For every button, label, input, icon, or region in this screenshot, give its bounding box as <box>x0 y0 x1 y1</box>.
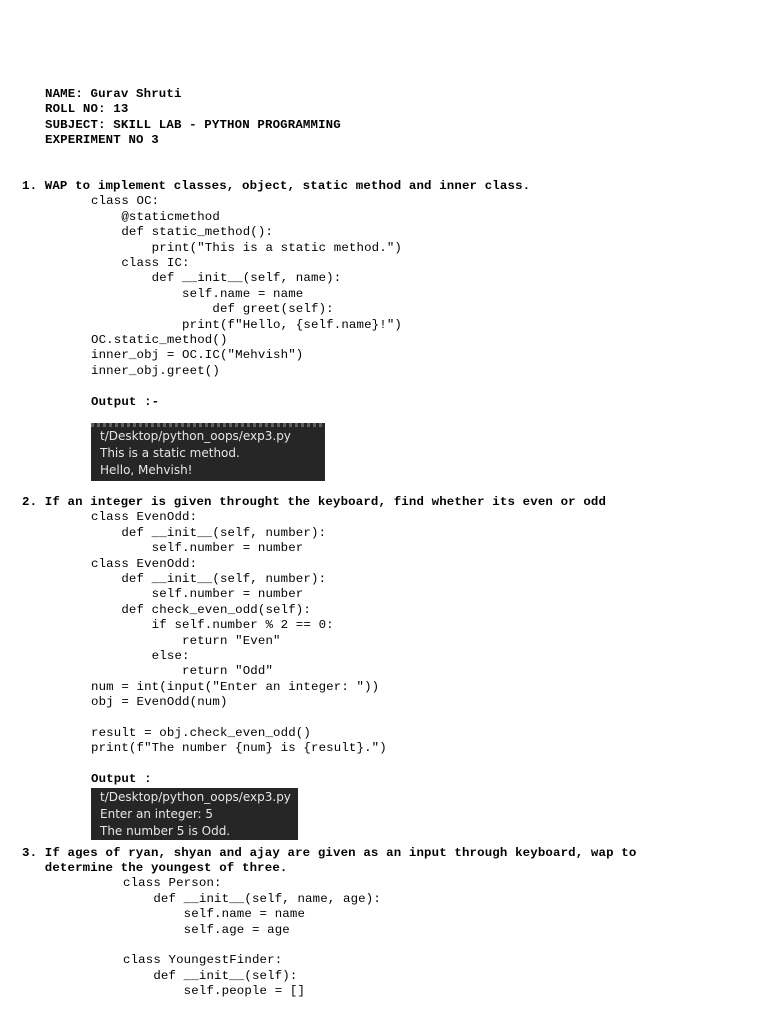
terminal-line: Enter an integer: 5 <box>100 807 214 821</box>
code-line: if self.number % 2 == 0: <box>91 618 334 632</box>
output-label: Output : <box>91 772 152 786</box>
code-line: print(f"The number {num} is {result}.") <box>91 741 387 755</box>
code-line: def check_even_odd(self): <box>91 603 311 617</box>
experiment-number: EXPERIMENT NO 3 <box>45 133 159 147</box>
code-line: def __init__(self, number): <box>91 526 327 540</box>
code-line: print(f"Hello, {self.name}!") <box>91 318 403 332</box>
code-line: self.number = number <box>91 541 304 555</box>
code-line: self.people = [] <box>123 984 306 998</box>
code-line: def __init__(self, name, age): <box>123 892 381 906</box>
code-line: self.number = number <box>91 587 304 601</box>
code-line: class IC: <box>91 256 190 270</box>
code-line: class EvenOdd: <box>91 557 198 571</box>
code-line: self.name = name <box>91 287 304 301</box>
code-line: print("This is a static method.") <box>91 241 403 255</box>
code-line: inner_obj = OC.IC("Mehvish") <box>91 348 304 362</box>
output-label: Output :- <box>91 395 160 409</box>
student-name: NAME: Gurav Shruti <box>45 87 182 101</box>
code-line: num = int(input("Enter an integer: ")) <box>91 680 380 694</box>
code-line: else: <box>91 649 190 663</box>
code-line: def __init__(self, number): <box>91 572 327 586</box>
terminal-line: Hello, Mehvish! <box>100 463 193 477</box>
terminal-line: The number 5 is Odd. <box>100 824 231 838</box>
code-line: return "Odd" <box>91 664 274 678</box>
cropped-edge <box>91 423 325 427</box>
question-3-title-continued: determine the youngest of three. <box>22 861 288 875</box>
code-line: obj = EvenOdd(num) <box>91 695 228 709</box>
terminal-line: This is a static method. <box>100 446 240 460</box>
code-line: class OC: <box>91 194 160 208</box>
code-line: result = obj.check_even_odd() <box>91 726 311 740</box>
terminal-output-screenshot <box>91 788 298 840</box>
code-line: class EvenOdd: <box>91 510 198 524</box>
terminal-line: t/Desktop/python_oops/exp3.py <box>100 790 291 804</box>
code-line: @staticmethod <box>91 210 220 224</box>
question-2-title: 2. If an integer is given throught the keyboard, find whether its even or odd <box>22 495 607 509</box>
code-line: def __init__(self): <box>123 969 298 983</box>
code-line: class YoungestFinder: <box>123 953 283 967</box>
question-1-title: 1. WAP to implement classes, object, static method and inner class. <box>22 179 531 193</box>
terminal-output-screenshot <box>91 423 325 481</box>
code-line: def greet(self): <box>91 302 334 316</box>
question-3-title: 3. If ages of ryan, shyan and ajay are given as an input through keyboard, wap to <box>22 846 637 860</box>
code-line: self.name = name <box>123 907 306 921</box>
code-line: def static_method(): <box>91 225 274 239</box>
code-line: class Person: <box>123 876 222 890</box>
roll-number: ROLL NO: 13 <box>45 102 129 116</box>
code-line: def __init__(self, name): <box>91 271 342 285</box>
subject-line: SUBJECT: SKILL LAB - PYTHON PROGRAMMING <box>45 118 341 132</box>
code-line: OC.static_method() <box>91 333 228 347</box>
terminal-line: t/Desktop/python_oops/exp3.py <box>100 429 291 443</box>
code-line: self.age = age <box>123 923 290 937</box>
code-line: inner_obj.greet() <box>91 364 220 378</box>
code-line: return "Even" <box>91 634 281 648</box>
